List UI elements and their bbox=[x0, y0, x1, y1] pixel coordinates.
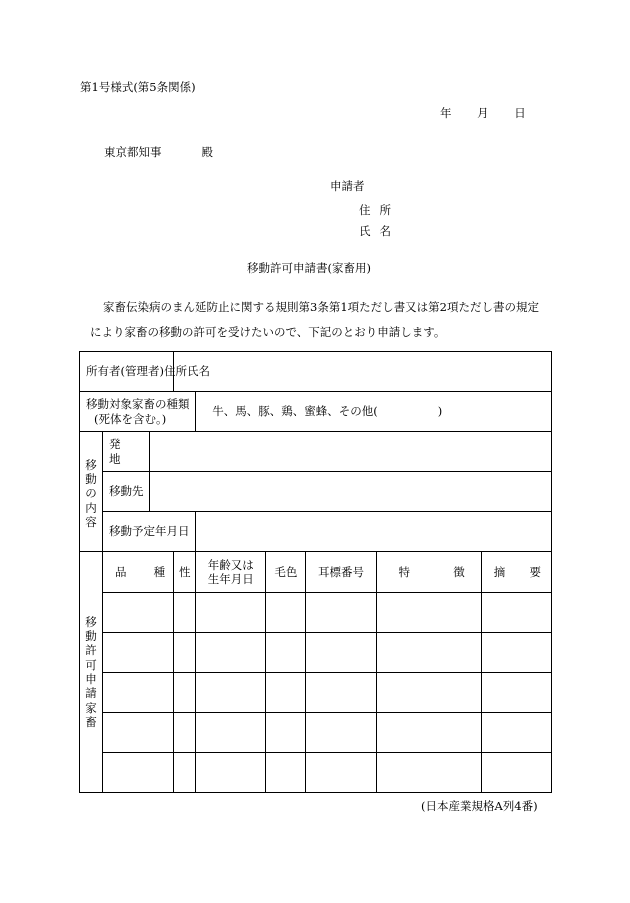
livestock-row bbox=[80, 633, 552, 673]
species-label bbox=[80, 392, 196, 432]
remarks-header bbox=[481, 552, 551, 593]
addressee-name: 東京都知事 bbox=[104, 145, 162, 159]
movement-content-label-char-4: 内 bbox=[85, 500, 97, 515]
livestock-section-label-char-8: 畜 bbox=[85, 715, 97, 730]
movement-content-label-char-1: 移 bbox=[85, 457, 97, 472]
age-header-line-1: 年齢又は bbox=[207, 557, 254, 572]
livestock-row bbox=[80, 753, 552, 793]
coat-color-cell[interactable] bbox=[266, 713, 306, 753]
livestock-section-label-char-7: 家 bbox=[85, 700, 97, 715]
sex-cell[interactable] bbox=[174, 593, 196, 633]
livestock-row bbox=[80, 713, 552, 753]
livestock-section-label-char-6: 請 bbox=[85, 686, 97, 701]
remarks-header-char-2: 要 bbox=[529, 564, 541, 579]
ear-tag-cell[interactable] bbox=[306, 713, 376, 753]
age-cell[interactable] bbox=[196, 633, 266, 673]
species-row bbox=[80, 392, 552, 432]
remarks-cell[interactable] bbox=[481, 713, 551, 753]
sex-header: 性 bbox=[174, 552, 196, 593]
address-label: 住所 bbox=[359, 203, 400, 217]
ear-tag-cell[interactable] bbox=[306, 593, 376, 633]
age-cell[interactable] bbox=[196, 673, 266, 713]
coat-color-cell[interactable] bbox=[266, 753, 306, 793]
breed-header-char-1: 品 bbox=[115, 564, 127, 579]
ear-tag-cell[interactable] bbox=[306, 673, 376, 713]
age-cell[interactable] bbox=[196, 753, 266, 793]
coat-color-header: 毛色 bbox=[266, 552, 306, 593]
movement-content-label-char-5: 容 bbox=[85, 515, 97, 530]
paper-size-note: (日本産業規格A列4番) bbox=[421, 799, 538, 813]
livestock-section-label-char-4: 可 bbox=[85, 657, 97, 672]
document-title: 移動許可申請書(家畜用) bbox=[247, 261, 371, 275]
features-header bbox=[376, 552, 481, 593]
sex-cell[interactable] bbox=[174, 673, 196, 713]
ear-tag-cell[interactable] bbox=[306, 633, 376, 673]
breed-header bbox=[103, 552, 174, 593]
addressee bbox=[104, 147, 213, 159]
features-cell[interactable] bbox=[376, 673, 481, 713]
breed-header-char-2: 種 bbox=[153, 564, 166, 579]
form-number: 第1号様式(第5条関係) bbox=[80, 80, 196, 94]
date-line: 年 月 日 bbox=[440, 106, 526, 120]
sex-cell[interactable] bbox=[174, 713, 196, 753]
species-options[interactable] bbox=[196, 392, 552, 432]
features-cell[interactable] bbox=[376, 753, 481, 793]
honorific: 殿 bbox=[201, 145, 213, 159]
destination-field[interactable] bbox=[150, 472, 552, 512]
owner-row bbox=[80, 352, 552, 392]
breed-cell[interactable] bbox=[103, 633, 174, 673]
remarks-header-char-1: 摘 bbox=[493, 564, 506, 579]
coat-color-cell[interactable] bbox=[266, 633, 306, 673]
livestock-header-row bbox=[80, 552, 552, 593]
features-cell[interactable] bbox=[376, 713, 481, 753]
species-label-line-2: (死体を含む。) bbox=[94, 411, 167, 426]
destination-label: 移動先 bbox=[103, 472, 150, 512]
age-cell[interactable] bbox=[196, 713, 266, 753]
remarks-cell[interactable] bbox=[481, 753, 551, 793]
name-label: 氏名 bbox=[359, 224, 400, 238]
destination-row bbox=[80, 472, 552, 512]
application-table bbox=[79, 351, 552, 793]
age-header-line-2: 生年月日 bbox=[207, 572, 254, 586]
ear-tag-cell[interactable] bbox=[306, 753, 376, 793]
livestock-row bbox=[80, 673, 552, 713]
scheduled-date-label: 移動予定年月日 bbox=[103, 512, 196, 552]
remarks-cell[interactable] bbox=[481, 633, 551, 673]
owner-label: 所有者(管理者)住所氏名 bbox=[80, 352, 174, 392]
remarks-cell[interactable] bbox=[481, 673, 551, 713]
coat-color-cell[interactable] bbox=[266, 673, 306, 713]
sex-cell[interactable] bbox=[174, 633, 196, 673]
livestock-row bbox=[80, 593, 552, 633]
livestock-section-label-char-2: 動 bbox=[85, 628, 97, 643]
owner-field[interactable] bbox=[174, 352, 552, 392]
remarks-cell[interactable] bbox=[481, 593, 551, 633]
body-text-line-1: 家畜伝染病のまん延防止に関する規則第3条第1項ただし書又は第2項ただし書の規定 bbox=[103, 300, 539, 314]
breed-cell[interactable] bbox=[103, 593, 174, 633]
livestock-section-label-char-1: 移 bbox=[85, 614, 97, 629]
features-header-char-1: 特 bbox=[398, 564, 411, 579]
scheduled-date-field[interactable] bbox=[196, 512, 552, 552]
features-header-char-2: 徴 bbox=[453, 564, 465, 579]
sex-cell[interactable] bbox=[174, 753, 196, 793]
livestock-section-label bbox=[80, 552, 103, 793]
livestock-section-label-char-5: 申 bbox=[85, 672, 97, 686]
age-header bbox=[196, 552, 266, 593]
ear-tag-header: 耳標番号 bbox=[306, 552, 376, 593]
movement-content-label-char-3: の bbox=[85, 486, 97, 501]
breed-cell[interactable] bbox=[103, 753, 174, 793]
species-label-line-1: 移動対象家畜の種類 bbox=[86, 397, 190, 412]
movement-content-label-char-2: 動 bbox=[85, 471, 97, 486]
breed-cell[interactable] bbox=[103, 673, 174, 713]
breed-cell[interactable] bbox=[103, 713, 174, 753]
origin-row bbox=[80, 432, 552, 472]
applicant-label: 申請者 bbox=[330, 179, 365, 193]
scheduled-date-row bbox=[80, 512, 552, 552]
coat-color-cell[interactable] bbox=[266, 593, 306, 633]
species-options-text: 牛、馬、豚、鶏、蜜蜂、その他( bbox=[212, 404, 378, 419]
movement-content-section-label bbox=[80, 432, 103, 552]
species-close-paren: ) bbox=[437, 404, 443, 419]
origin-field[interactable] bbox=[150, 432, 552, 472]
features-cell[interactable] bbox=[376, 633, 481, 673]
livestock-section-label-char-3: 許 bbox=[85, 643, 97, 658]
features-cell[interactable] bbox=[376, 593, 481, 633]
origin-label: 発地 bbox=[103, 432, 150, 472]
age-cell[interactable] bbox=[196, 593, 266, 633]
body-text-line-2: により家畜の移動の許可を受けたいので、下記のとおり申請します。 bbox=[90, 325, 446, 339]
